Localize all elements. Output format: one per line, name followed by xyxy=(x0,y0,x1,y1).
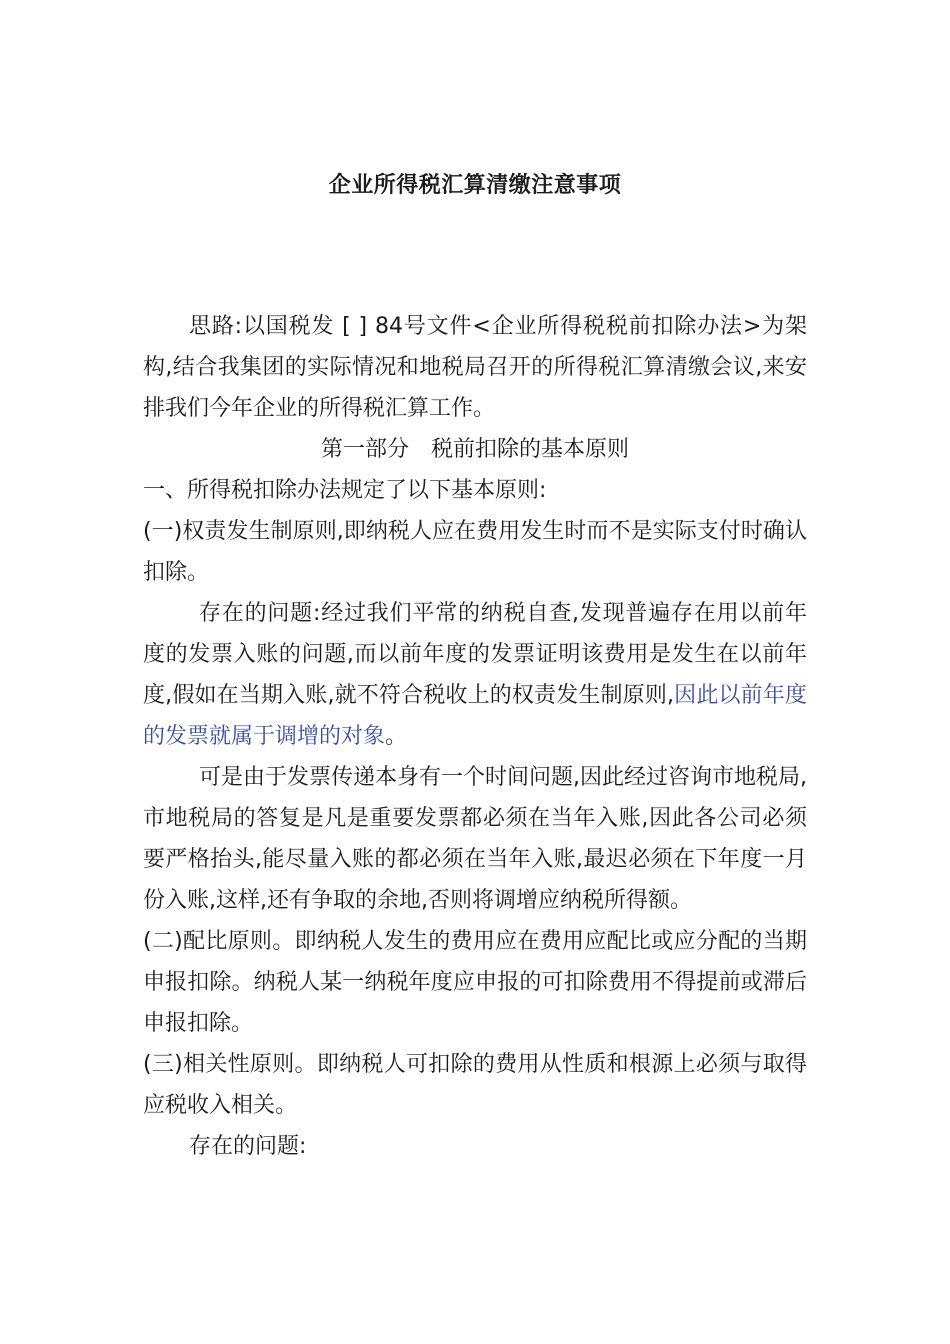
part1-heading: 第一部分 税前扣除的基本原则 xyxy=(320,437,629,462)
problem1-link[interactable]: 因此以前年度的发票就属于调增的对象 xyxy=(143,683,807,749)
document-body xyxy=(143,306,807,1167)
problem1-end: 。 xyxy=(385,724,408,749)
problem1-text: 存在的问题:经过我们平常的纳税自查,发现普遍存在用以前年度的发票入账的问题,而以前年度的发票证明该费用是发生在以前年度,假如在当期入账,就不符合税收上的权责发生制原则, xyxy=(143,601,807,708)
problem1-paragraph xyxy=(143,593,807,757)
problem3-paragraph: 存在的问题: xyxy=(189,1134,307,1159)
item1-paragraph: (一)权责发生制原则,即纳税人应在费用发生时而不是实际支付时确认扣除。 xyxy=(143,519,807,585)
section1-heading: 一、所得税扣除办法规定了以下基本原则: xyxy=(143,478,547,503)
document-title: 企业所得税汇算清缴注意事项 xyxy=(328,173,622,198)
intro-paragraph: 思路:以国税发 [ ] 84号文件<企业所得税税前扣除办法>为架构,结合我集团的实际情况和地税局召开的所得税汇算清缴会议,来安排我们今年企业的所得税汇算工作。 xyxy=(143,314,807,421)
problem1-continued-paragraph: 可是由于发票传递本身有一个时间问题,因此经过咨询市地税局,市地税局的答复是凡是重要发票都必须在当年入账,因此各公司必须要严格抬头,能尽量入账的都必须在当年入账,最迟必须在下年度一月份入账,这样,还有争取的余地,否则将调增应纳税所得额。 xyxy=(143,765,807,913)
item2-paragraph: (二)配比原则。即纳税人发生的费用应在费用应配比或应分配的当期申报扣除。纳税人某一纳税年度应申报的可扣除费用不得提前或滞后申报扣除。 xyxy=(143,929,807,1036)
item3-paragraph: (三)相关性原则。即纳税人可扣除的费用从性质和根源上必须与取得应税收入相关。 xyxy=(143,1052,807,1118)
